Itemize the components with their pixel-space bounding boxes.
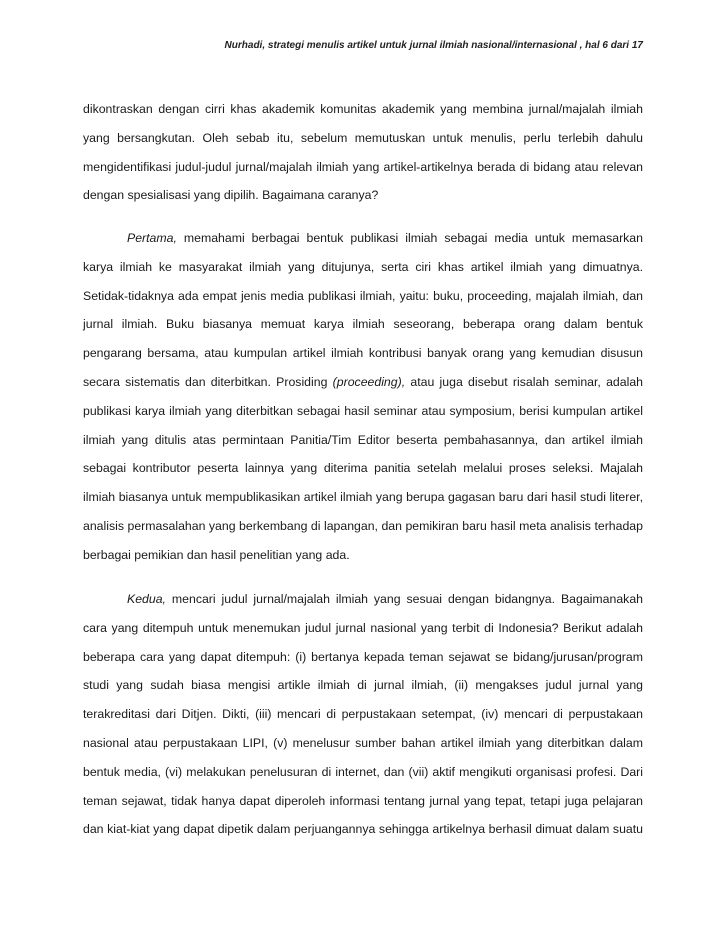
running-header: Nurhadi, strategi menulis artikel untuk jurnal ilmiah nasional/internasional , hal 6 dari 17 (224, 40, 643, 51)
paragraph-kedua (83, 585, 643, 844)
paragraph-text-part: mencari judul jurnal/majalah ilmiah yang sesuai dengan bidangnya. Bagaimanakah cara yang ditempuh untuk menemukan judul jurnal nasional yang terbit di Indonesia? Berikut adalah beberapa cara yang dapat ditempuh: (i) bertanya kepada teman sejawat se bidang/jurusan/program studi yang sudah biasa mengisi artikle ilmiah di jurnal ilmiah, (ii) mengakses judul jurnal yang terakreditasi dari Ditjen. Dikti, (iii) mencari di perpustakaan setempat, (iv) mencari di perpustakaan nasional atau perpustakaan LIPI, (v) menelusur sumber bahan artikel ilmiah yang diterbitkan dalam bentuk media, (vi) melakukan penelusuran di internet, dan (vii) aktif mengikuti organisasi profesi. Dari teman sejawat, tidak hanya dapat diperoleh informasi tentang jurnal yang tepat, tetapi juga pelajaran dan kiat-kiat yang dapat dipetik dalam perjuangannya sehingga artikelnya berhasil dimuat dalam suatu (83, 592, 643, 837)
paragraph-continuation: dikontraskan dengan cirri khas akademik komunitas akademik yang membina jurnal/majalah ilmiah yang bersangkutan. Oleh sebab itu, sebelum memutuskan untuk menulis, perlu terlebih dahulu mengidentifikasi judul-judul jurnal/majalah ilmiah yang artikel-artikelnya berada di bidang atau relevan dengan spesialisasi yang dipilih. Bagaimana caranya? (83, 102, 643, 203)
paragraph-lead-word: Pertama, (127, 231, 177, 245)
paragraph-pertama (83, 224, 643, 570)
paragraph-text-part: atau juga disebut risalah seminar, adalah publikasi karya ilmiah yang diterbitkan sebagai hasil seminar atau symposium, berisi kumpulan artikel ilmiah yang ditulis atas permintaan Panitia/Tim Editor beserta pembahasannya, dan artikel ilmiah sebagai kontributor peserta lainnya yang diterima panitia setelah melalui proses seleksi. Majalah ilmiah biasanya untuk mempublikasikan artikel ilmiah yang berupa gagasan baru dari hasil studi literer, analisis permasalahan yang berkembang di lapangan, dan pemikiran baru hasil meta analisis terhadap berbagai pemikian dan hasil penelitian yang ada. (83, 374, 643, 562)
paragraph-text-part: memahami berbagai bentuk publikasi ilmiah sebagai media untuk memasarkan karya ilmiah ke masyarakat ilmiah yang ditujunya, serta ciri khas artikel ilmiah yang dimuatnya. Setidak-tidaknya ada empat jenis media publikasi ilmiah, yaitu: buku, proceeding, majalah ilmiah, dan jurnal ilmiah. Buku biasanya memuat karya ilmiah seseorang, beberapa orang dalam bentuk pengarang bersama, atau kumpulan artikel ilmiah kontribusi banyak orang yang kemudian disusun secara sistematis dan diterbitkan. Prosiding (83, 231, 643, 389)
paragraph-lead-word: Kedua, (127, 592, 166, 606)
italic-term: (proceeding), (332, 374, 406, 389)
